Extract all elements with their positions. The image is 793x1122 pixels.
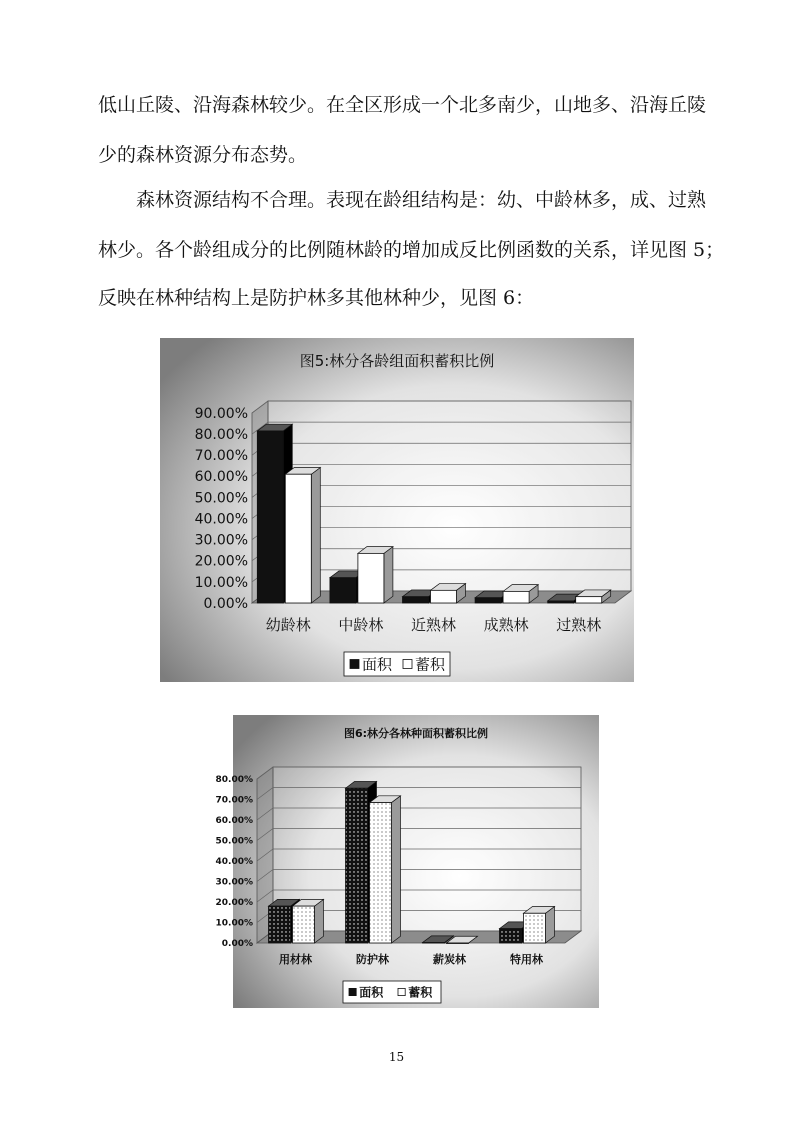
bar-蓄积 bbox=[358, 547, 393, 603]
legend-swatch-面积 bbox=[350, 660, 359, 669]
legend-label: 蓄积 bbox=[408, 985, 433, 1000]
y-tick-label: 90.00% bbox=[194, 405, 248, 422]
x-category-label: 用材林 bbox=[279, 953, 312, 966]
bar-front bbox=[370, 803, 392, 943]
y-tick-label: 80.00% bbox=[194, 427, 248, 444]
x-category-label: 幼龄林 bbox=[265, 616, 311, 634]
bar-蓄积 bbox=[431, 584, 466, 603]
chart-legend bbox=[343, 981, 441, 1003]
y-tick-label: 60.00% bbox=[194, 469, 248, 486]
bar-front bbox=[431, 590, 457, 603]
body-text-line-1: 低山丘陵、沿海森林较少。在全区形成一个北多南少，山地多、沿海丘陵 bbox=[98, 94, 707, 116]
bar-side bbox=[315, 899, 324, 943]
y-tick-label: 0.00% bbox=[203, 595, 248, 612]
y-tick-label: 10.00% bbox=[194, 574, 248, 591]
bar-蓄积 bbox=[285, 467, 320, 603]
x-category-label: 防护林 bbox=[356, 953, 389, 966]
y-tick-label: 20.00% bbox=[194, 553, 248, 570]
y-tick-label: 70.00% bbox=[194, 448, 248, 465]
bar-front bbox=[548, 601, 574, 603]
bar-front bbox=[346, 788, 368, 943]
chart-title: 图5:林分各龄组面积蓄积比例 bbox=[299, 352, 495, 370]
bar-蓄积 bbox=[370, 796, 401, 943]
legend-swatch-面积 bbox=[349, 988, 356, 995]
y-tick-label: 60.00% bbox=[215, 816, 253, 827]
bar-front bbox=[475, 598, 501, 603]
bar-front bbox=[285, 474, 311, 603]
back-wall bbox=[268, 401, 631, 591]
bar-蓄积 bbox=[503, 585, 538, 603]
bar-front bbox=[330, 578, 356, 603]
bar-side bbox=[392, 796, 401, 943]
bar-front bbox=[576, 597, 602, 603]
y-tick-label: 0.00% bbox=[221, 939, 253, 950]
figure-5-chart bbox=[160, 338, 634, 682]
y-tick-label: 70.00% bbox=[215, 795, 253, 806]
bar-front bbox=[403, 597, 429, 603]
y-tick-label: 30.00% bbox=[215, 877, 253, 888]
bar-front bbox=[423, 943, 445, 944]
bar-front bbox=[269, 906, 291, 943]
y-tick-label: 10.00% bbox=[215, 918, 253, 929]
figure-6-chart bbox=[215, 715, 599, 1008]
y-tick-label: 20.00% bbox=[215, 898, 253, 909]
legend-swatch-蓄积 bbox=[398, 988, 405, 995]
bar-front bbox=[503, 591, 529, 603]
y-tick-label: 30.00% bbox=[194, 532, 248, 549]
bar-front bbox=[524, 913, 546, 943]
page-number: 15 bbox=[388, 1050, 405, 1064]
legend-label: 蓄积 bbox=[415, 655, 446, 674]
x-category-label: 成熟林 bbox=[483, 616, 529, 634]
bar-side bbox=[384, 547, 393, 603]
y-tick-label: 50.00% bbox=[194, 490, 248, 507]
x-category-label: 中龄林 bbox=[338, 616, 384, 634]
chart-title: 图6:林分各林种面积蓄积比例 bbox=[343, 727, 489, 740]
figure-6 bbox=[215, 715, 599, 1008]
body-text-line-3: 森林资源结构不合理。表现在龄组结构是：幼、中龄林多，成、过熟 bbox=[136, 189, 707, 211]
bar-front bbox=[257, 431, 283, 603]
bar-front bbox=[358, 553, 384, 603]
y-tick-label: 40.00% bbox=[194, 511, 248, 528]
body-text-line-5: 反映在林种结构上是防护林多其他林种少，见图 6： bbox=[98, 287, 535, 309]
chart-legend bbox=[344, 652, 450, 676]
y-tick-label: 80.00% bbox=[215, 775, 253, 786]
x-category-label: 特用林 bbox=[510, 953, 543, 966]
bar-蓄积 bbox=[524, 907, 555, 943]
x-category-label: 过熟林 bbox=[556, 616, 602, 634]
bar-front bbox=[500, 929, 522, 943]
body-text-line-2: 少的森林资源分布态势。 bbox=[98, 144, 308, 166]
y-tick-label: 40.00% bbox=[215, 857, 253, 868]
x-category-label: 薪炭林 bbox=[433, 953, 466, 966]
bar-蓄积 bbox=[293, 899, 324, 943]
legend-label: 面积 bbox=[359, 985, 384, 1000]
bar-side bbox=[311, 467, 320, 603]
figure-5 bbox=[160, 338, 634, 682]
bar-front bbox=[447, 943, 469, 944]
legend-label: 面积 bbox=[362, 655, 393, 674]
bar-front bbox=[293, 906, 315, 943]
y-tick-label: 50.00% bbox=[215, 836, 253, 847]
legend-swatch-蓄积 bbox=[403, 660, 412, 669]
body-text-line-4: 林少。各个龄组成分的比例随林龄的增加成反比例函数的关系，详见图 5； bbox=[98, 239, 725, 261]
x-category-label: 近熟林 bbox=[410, 616, 457, 634]
